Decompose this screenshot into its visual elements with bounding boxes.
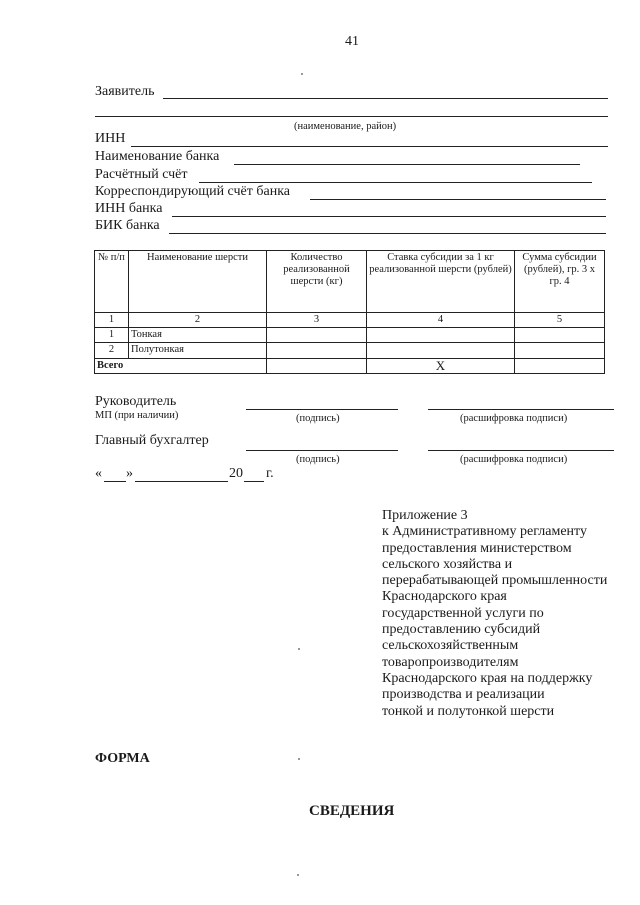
table-row: [95, 328, 605, 343]
date-open-quote: «: [95, 466, 102, 481]
total-row: [95, 359, 605, 374]
applicant-label: Заявитель: [95, 84, 155, 99]
col-number: 1: [95, 313, 129, 328]
bik-label: БИК банка: [95, 218, 160, 233]
subsidy-table: [94, 250, 605, 374]
head-label: Руководитель: [95, 394, 177, 409]
row-sum-cell[interactable]: [515, 328, 605, 343]
chief-accountant-label: Главный бухгалтер: [95, 433, 209, 448]
appendix-line: тонкой и полутонкой шерсти: [382, 703, 555, 719]
total-rate-cross: Х: [367, 359, 515, 374]
seal-label: МП (при наличии): [95, 410, 179, 421]
appendix-note: [382, 508, 622, 720]
applicant-caption: (наименование, район): [294, 121, 397, 132]
appendix-line: сельскохозяйственным: [382, 638, 519, 654]
bank-name-line[interactable]: [234, 164, 580, 165]
accountant-decoding-line[interactable]: [428, 450, 614, 451]
col-number: 2: [129, 313, 267, 328]
accountant-signature-caption: (подпись): [296, 454, 340, 465]
appendix-line: товаропроизводителям: [382, 654, 519, 670]
bank-name-label: Наименование банка: [95, 149, 220, 164]
row-rate-cell[interactable]: [367, 328, 515, 343]
corr-account-label: Корреспондирующий счёт банка: [95, 184, 290, 199]
appendix-line: к Административному регламенту: [382, 524, 587, 540]
scan-speck: [301, 73, 303, 75]
applicant-line-2[interactable]: [95, 116, 608, 117]
date-close-quote: »: [126, 466, 133, 481]
header-qty: Количество реализованной шерсти (кг): [267, 251, 367, 313]
scan-speck: [298, 758, 300, 760]
appendix-line: сельского хозяйства и: [382, 556, 513, 572]
total-sum-cell[interactable]: [515, 359, 605, 374]
page-number: 41: [345, 34, 359, 49]
col-number: 5: [515, 313, 605, 328]
date-day-line[interactable]: [104, 481, 126, 482]
section-title: СВЕДЕНИЯ: [309, 803, 395, 819]
header-name: Наименование шерсти: [129, 251, 267, 313]
total-label: Всего: [95, 359, 267, 374]
appendix-line: предоставлению субсидий: [382, 622, 541, 638]
row-name: Полутонкая: [129, 343, 267, 359]
total-qty-cell[interactable]: [267, 359, 367, 374]
account-line[interactable]: [199, 182, 592, 183]
table-header-row: [95, 251, 605, 313]
header-rate: Ставка субсидии за 1 кг реализованной шерсти (рублей): [367, 251, 515, 313]
applicant-line[interactable]: [163, 98, 608, 99]
head-decoding-line[interactable]: [428, 409, 614, 410]
row-sum-cell[interactable]: [515, 343, 605, 359]
appendix-line: предоставления министерством: [382, 540, 572, 556]
accountant-decoding-caption: (расшифровка подписи): [460, 454, 568, 465]
accountant-signature-line[interactable]: [246, 450, 398, 451]
bank-inn-line[interactable]: [172, 216, 606, 217]
row-qty-cell[interactable]: [267, 343, 367, 359]
head-signature-caption: (подпись): [296, 413, 340, 424]
row-qty-cell[interactable]: [267, 328, 367, 343]
form-label: ФОРМА: [95, 751, 150, 766]
row-name: Тонкая: [129, 328, 267, 343]
account-label: Расчётный счёт: [95, 167, 188, 182]
inn-label: ИНН: [95, 131, 126, 146]
scan-speck: [298, 648, 300, 650]
date-year-line[interactable]: [244, 481, 264, 482]
table-row: [95, 343, 605, 359]
date-year-suffix: г.: [266, 466, 274, 481]
bik-line[interactable]: [169, 233, 606, 234]
header-num: № п/п: [95, 251, 129, 313]
appendix-line: государственной услуги по: [382, 605, 544, 621]
col-number: 3: [267, 313, 367, 328]
appendix-line: Краснодарского края: [382, 589, 507, 605]
column-number-row: [95, 313, 605, 328]
corr-account-line[interactable]: [310, 199, 606, 200]
row-num: 2: [95, 343, 129, 359]
inn-line[interactable]: [131, 146, 608, 147]
head-decoding-caption: (расшифровка подписи): [460, 413, 568, 424]
row-num: 1: [95, 328, 129, 343]
appendix-line: Краснодарского края на поддержку: [382, 670, 593, 686]
date-month-line[interactable]: [135, 481, 228, 482]
scan-speck: [297, 874, 299, 876]
header-sum: Сумма субсидии (рублей), гр. 3 х гр. 4: [515, 251, 605, 313]
bank-inn-label: ИНН банка: [95, 201, 163, 216]
head-signature-line[interactable]: [246, 409, 398, 410]
date-year-prefix: 20: [229, 466, 243, 481]
appendix-line: производства и реализации: [382, 687, 545, 703]
row-rate-cell[interactable]: [367, 343, 515, 359]
col-number: 4: [367, 313, 515, 328]
appendix-line: Приложение 3: [382, 508, 468, 523]
appendix-line: перерабатывающей промышленности: [382, 573, 608, 589]
